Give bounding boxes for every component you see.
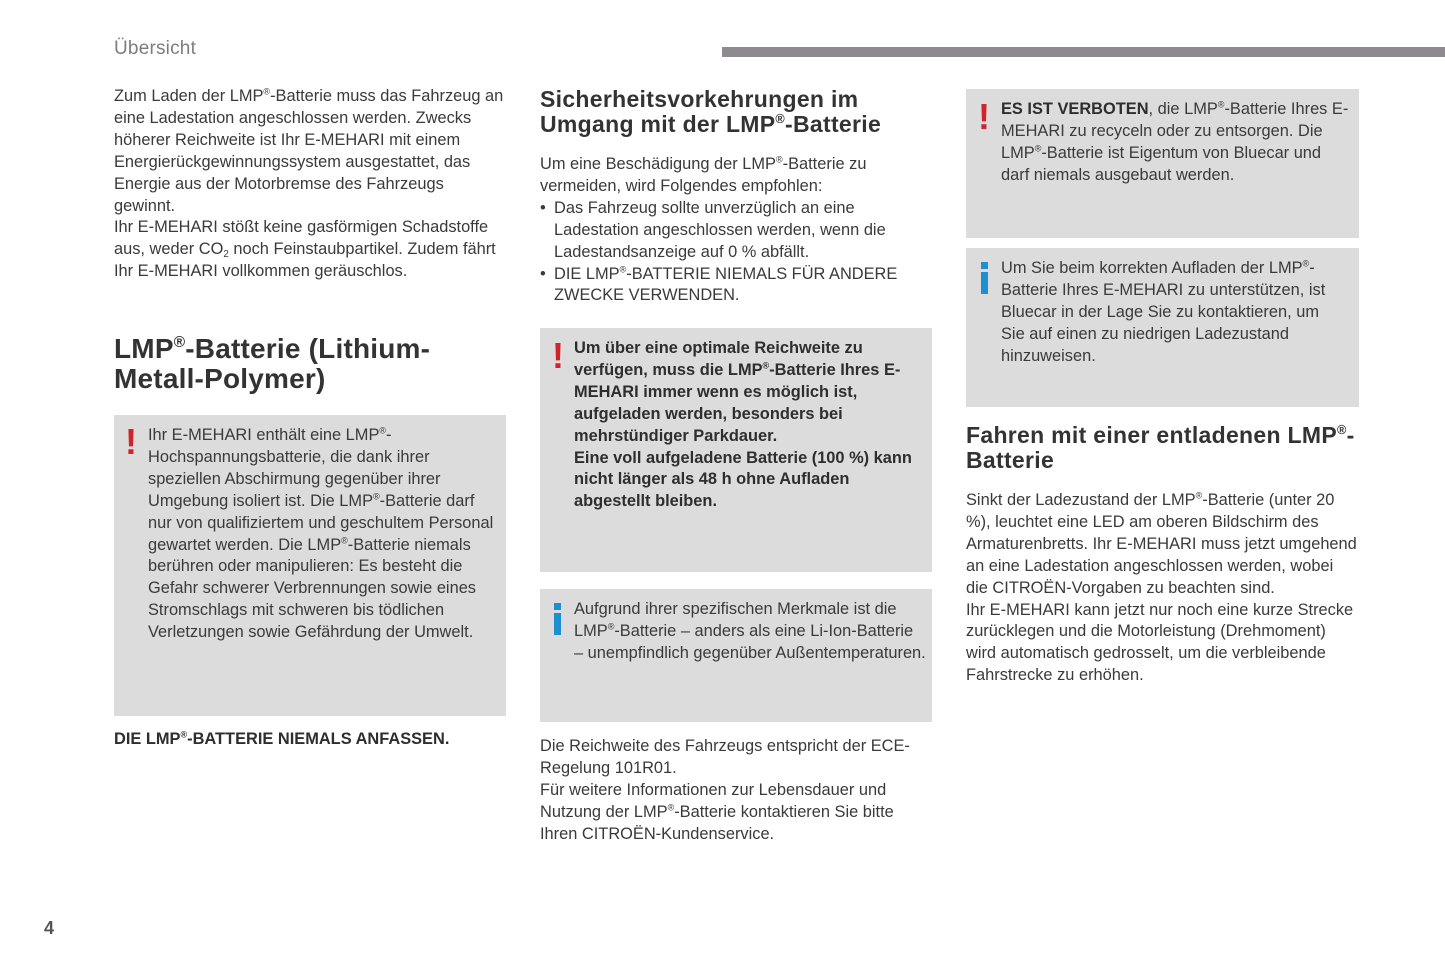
col3-warning-box	[966, 89, 1359, 238]
col2-intro-text: Um eine Beschädigung der LMP®-Batterie zu vermeiden, wird Folgendes empfohlen:	[540, 154, 867, 195]
col1-bold-note: DIE LMP®-BATTERIE NIEMALS ANFASSEN.	[114, 729, 450, 748]
col3-info-box	[966, 248, 1359, 407]
col2-heading: Sicherheitsvorkehrungen im Umgang mit der LMP®-Batterie	[540, 86, 882, 137]
col3-body	[966, 490, 1359, 687]
col3-warning-text: ES IST VERBOTEN, die LMP®-Batterie Ihres E-MEHARI zu recyceln oder zu entsorgen. Die LMP®-Batterie ist Eigentum von Bluecar und darf niemals ausgebaut werden.	[1001, 99, 1349, 184]
info-icon	[981, 262, 988, 294]
warning-icon: !	[552, 335, 564, 376]
col2-warning-box	[540, 328, 932, 572]
col3-body-p2: Ihr E-MEHARI kann jetzt nur noch eine kurze Strecke zurücklegen und die Motorleistung (Drehmoment) wird automatisch gedrosselt, um die verbleibende Fahrstrecke zu erhöhen.	[966, 600, 1354, 685]
col1-warning-box	[114, 415, 506, 716]
col1-intro-p1: Zum Laden der LMP®-Batterie muss das Fahrzeug an eine Ladestation angeschlossen werden. Zwecks höherer Reichweite ist Ihr E-MEHARI mit einem Energierückgewinnungssystem ausgestattet, das Energie aus der Motorbremse des Fahrzeugs gewinnt.	[114, 86, 504, 215]
column-1	[114, 86, 506, 283]
col3-body-p1: Sinkt der Ladezustand der LMP®-Batterie (unter 20 %), leuchtet eine LED am oberen Bildschirm des Armaturenbretts. Ihr E-MEHARI muss jetzt umgehend an eine Ladestation angeschlossen werden, wobei die CITROËN-Vorgaben zu beachten sind.	[966, 490, 1357, 597]
warning-icon: !	[978, 96, 990, 137]
col1-intro-p2: Ihr E-MEHARI stößt keine gasförmigen Schadstoffe aus, weder $CO_2$ noch Feinstaubpartikel. Zudem fährt Ihr E-MEHARI vollkommen geräuschlos.	[114, 218, 496, 281]
col3-heading: Fahren mit einer entladenen LMP®-Batterie	[966, 422, 1355, 473]
info-icon	[554, 603, 561, 635]
list-item: • DIE LMP®-BATTERIE NIEMALS FÜR ANDERE ZWECKE VERWENDEN.	[540, 264, 925, 308]
col2-outro	[540, 736, 925, 846]
col2-info-text: Aufgrund ihrer spezifischen Merkmale ist die LMP®-Batterie – anders als eine Li-Ion-Batterie – unempfindlich gegenüber Außentemperaturen.	[574, 600, 926, 662]
col1-warning-text: Ihr E-MEHARI enthält eine LMP®-Hochspannungsbatterie, die dank ihrer speziellen Abschirmung gegenüber ihrer Umgebung isoliert ist. Die LMP®-Batterie darf nur von qualifiziertem und geschultem Personal gewartet werden. Die LMP®-Batterie niemals berühren oder manipulieren: Es besteht die Gefahr schwerer Verbrennungen sowie eines Stromschlags mit schweren bis tödlichen Verletzungen sowie Gefährdung der Umwelt.	[148, 425, 494, 642]
header-bar	[722, 47, 1445, 57]
section-title: Übersicht	[114, 38, 197, 59]
col2-info-box	[540, 589, 932, 722]
col3-info-text: Um Sie beim korrekten Aufladen der LMP®-Batterie Ihres E-MEHARI zu unterstützen, ist Bluecar in der Lage Sie zu kontaktieren, um Sie auf einen zu niedrigen Ladezustand hinzuweisen.	[1001, 258, 1326, 365]
page-number: 4	[44, 918, 55, 938]
col2-warning-text: Um über eine optimale Reichweite zu verfügen, muss die LMP®-Batterie Ihres E-MEHARI immer wenn es möglich ist, aufgeladen werden, besonders bei mehrstündiger Parkdauer. Eine voll aufgeladene Batterie (100 %) kann nicht länger als 48 h ohne Aufladen abgestellt bleiben.	[574, 339, 912, 511]
col2-outro-p2: Für weitere Informationen zur Lebensdauer und Nutzung der LMP®-Batterie kontaktieren Sie bitte Ihren CITROËN-Kundenservice.	[540, 780, 894, 843]
list-item: • Das Fahrzeug sollte unverzüglich an eine Ladestation angeschlossen werden, wenn die Ladestandsanzeige auf 0 % abfällt.	[540, 198, 925, 264]
col2-outro-p1: Die Reichweite des Fahrzeugs entspricht der ECE-Regelung 101R01.	[540, 737, 910, 777]
col1-heading: LMP®-Batterie (Lithium-Metall-Polymer)	[114, 333, 431, 394]
warning-icon: !	[125, 421, 137, 462]
col2-bullet-list	[540, 198, 925, 308]
col2-intro	[540, 154, 925, 307]
